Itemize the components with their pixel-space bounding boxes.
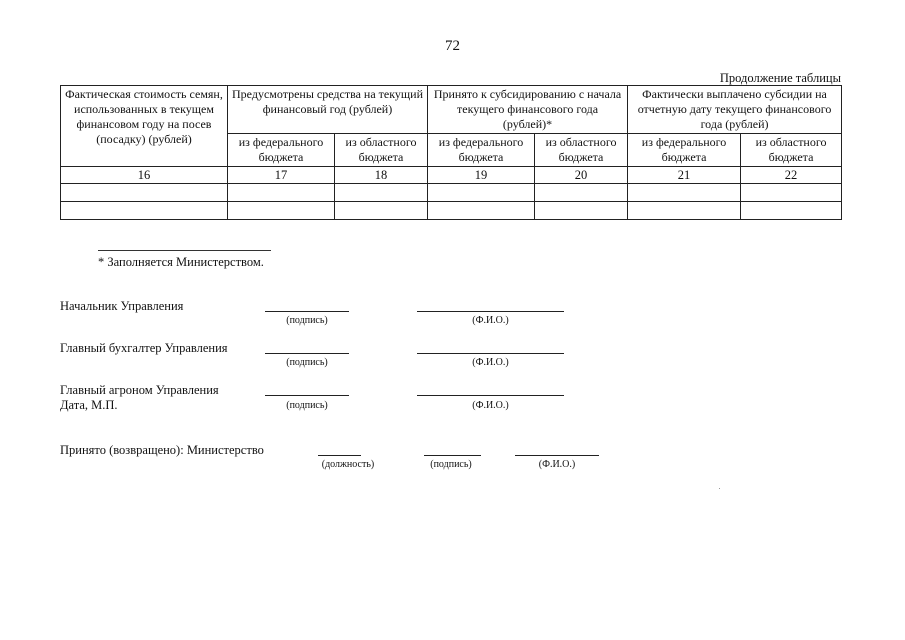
empty-cell — [535, 202, 628, 220]
header-paid-subsidy: Фактически выплачено субсидии на отчетную дату текущего финансового года (рублей) — [628, 86, 842, 134]
scan-speck — [719, 488, 720, 489]
column-number: 16 — [61, 167, 228, 184]
column-number: 21 — [628, 167, 741, 184]
subheader-regional: из областного бюджета — [535, 134, 628, 167]
footnote-divider — [98, 250, 271, 251]
empty-cell — [61, 184, 228, 202]
position-caption: (должность) — [321, 459, 375, 470]
signature-caption: (подпись) — [286, 315, 328, 326]
header-accepted-subsidy: Принято к субсидированию с начала текущего финансового года (рублей)* — [428, 86, 628, 134]
header-planned-funds: Предусмотрены средства на текущий финансовый год (рублей) — [228, 86, 428, 134]
empty-table-row — [61, 202, 842, 220]
name-caption: (Ф.И.О.) — [538, 459, 576, 470]
ministry-signature-line[interactable] — [424, 455, 481, 456]
empty-cell — [428, 184, 535, 202]
empty-cell — [741, 184, 842, 202]
subheader-federal: из федерального бюджета — [428, 134, 535, 167]
subsidy-table — [60, 85, 842, 220]
ministry-name-line[interactable] — [515, 455, 599, 456]
footnote: * Заполняется Министерством. — [98, 255, 264, 269]
subheader-federal: из федерального бюджета — [228, 134, 335, 167]
column-number-row — [61, 167, 842, 184]
page-number: 72 — [445, 38, 460, 54]
empty-cell — [535, 184, 628, 202]
name-caption: (Ф.И.О.) — [472, 357, 509, 368]
table-header-row — [61, 86, 842, 134]
column-number: 19 — [428, 167, 535, 184]
empty-cell — [228, 202, 335, 220]
empty-cell — [61, 202, 228, 220]
ministry-label: Принято (возвращено): Министерство — [60, 443, 264, 457]
empty-cell — [628, 184, 741, 202]
agronomist-label: Главный агроном Управления — [60, 383, 219, 397]
head-signature-line[interactable] — [265, 311, 349, 312]
signature-caption: (подпись) — [286, 357, 328, 368]
column-number: 20 — [535, 167, 628, 184]
agronomist-signature-line[interactable] — [265, 395, 349, 396]
column-number: 18 — [335, 167, 428, 184]
accountant-label: Главный бухгалтер Управления — [60, 341, 228, 355]
column-number: 17 — [228, 167, 335, 184]
empty-cell — [741, 202, 842, 220]
name-caption: (Ф.И.О.) — [472, 315, 509, 326]
ministry-position-line[interactable] — [318, 455, 361, 456]
empty-table-row — [61, 184, 842, 202]
empty-cell — [428, 202, 535, 220]
agronomist-name-line[interactable] — [417, 395, 564, 396]
accountant-signature-line[interactable] — [265, 353, 349, 354]
subheader-regional: из областного бюджета — [741, 134, 842, 167]
empty-cell — [335, 184, 428, 202]
subheader-regional: из областного бюджета — [335, 134, 428, 167]
empty-cell — [628, 202, 741, 220]
signature-caption: (подпись) — [286, 400, 328, 411]
column-number: 22 — [741, 167, 842, 184]
accountant-name-line[interactable] — [417, 353, 564, 354]
table-continuation-label: Продолжение таблицы — [719, 71, 841, 85]
empty-cell — [228, 184, 335, 202]
head-label: Начальник Управления — [60, 299, 184, 313]
date-stamp-label: Дата, М.П. — [60, 398, 118, 412]
empty-cell — [335, 202, 428, 220]
header-seed-cost: Фактическая стоимость семян, использованных в текущем финансовом году на посев (посадку) (рублей) — [61, 86, 228, 167]
name-caption: (Ф.И.О.) — [472, 400, 509, 411]
head-name-line[interactable] — [417, 311, 564, 312]
subheader-federal: из федерального бюджета — [628, 134, 741, 167]
signature-caption: (подпись) — [430, 459, 472, 470]
